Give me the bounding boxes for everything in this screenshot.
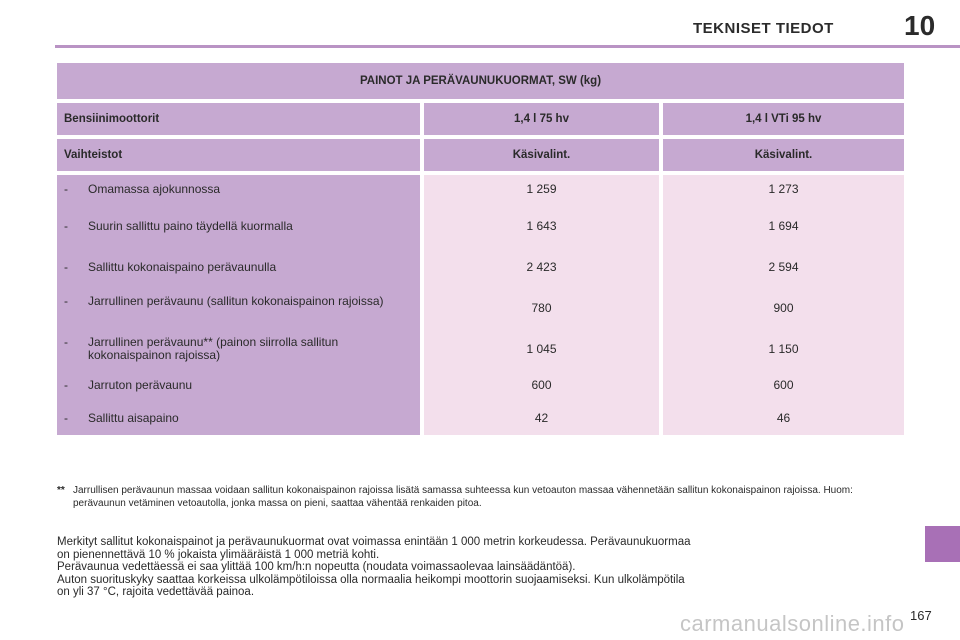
table-row-label: - Sallittu kokonaispaino perävaunulla [64, 260, 277, 274]
table-row-label: - Jarrullinen perävaunu** (painon siirrolla sallitun kokonaispainon rajoissa) [64, 335, 339, 362]
footnote-mark: ** [57, 485, 65, 496]
table-cell: 1 643 [526, 219, 557, 233]
weights-table [57, 63, 904, 435]
paragraph-line: on pienennettävä 10 % jokaista ylimääräistä 1 000 metriä kohti. [57, 548, 380, 561]
table-cell: 42 [534, 411, 549, 425]
chapter-number: 10 [904, 10, 936, 41]
notes-paragraph [57, 536, 907, 599]
chapter-tab-marker [925, 526, 960, 562]
engine-col-2: 1,4 l VTi 95 hv [663, 103, 904, 135]
watermark: carmanualsonline.info [680, 611, 905, 636]
values-column-1 [424, 175, 659, 435]
table-cell: 1 150 [768, 342, 799, 356]
footnote-text: Jarrullisen perävaunun massaa voidaan sallitun kokonaispainon rajoissa lisätä samassa suhteessa kun vetoauton massaa vähennetään sallitun kokonaispainon rajoissa. Huom: perävaunun vetäminen vetoautolla, jonka massa on pieni, saattaa vähentää renkaiden pitoa. [73, 485, 853, 509]
table-row-label: - Jarruton perävaunu [64, 378, 193, 392]
chapter-title: TEKNISET TIEDOT [693, 20, 834, 37]
table-cell: 1 273 [768, 182, 799, 196]
table-cell: 600 [531, 378, 552, 392]
gearbox-row-label: Vaihteistot [57, 139, 420, 171]
table-row-label: - Suurin sallittu paino täydellä kuormalla [64, 219, 293, 233]
paragraph-line: Perävaunua vedettäessä ei saa ylittää 100 km/h:n nopeutta (noudata voimassaolevaa lainsäädäntöä). [57, 561, 576, 573]
page-number: 167 [910, 608, 932, 623]
engine-row [57, 103, 904, 135]
paragraph-line: on yli 37 °C, rajoita vedettävää painoa. [57, 586, 255, 598]
gearbox-col-1: Käsivalint. [424, 139, 659, 171]
paragraph-line: Merkityt sallitut kokonaispainot ja perävaunukuormat ovat voimassa enintään 1 000 metrin korkeudessa. Perävaunukuormaa [57, 536, 691, 548]
row-labels-column [57, 175, 420, 435]
gearbox-col-2: Käsivalint. [663, 139, 904, 171]
footnote [57, 484, 907, 510]
table-body [57, 175, 904, 435]
table-cell: 2 594 [768, 260, 799, 274]
table-cell: 1 045 [526, 342, 557, 356]
values-column-2 [663, 175, 904, 435]
table-row-label: - Sallittu aisapaino [64, 411, 179, 425]
table-row-label: - Jarrullinen perävaunu (sallitun kokonaispainon rajoissa) [64, 294, 384, 308]
table-row-label: - Omamassa ajokunnossa [64, 182, 221, 196]
table-cell: 1 694 [768, 219, 799, 233]
table-cell: 900 [773, 301, 794, 315]
gearbox-row [57, 139, 904, 171]
table-title: PAINOT JA PERÄVAUNUKUORMAT, SW (kg) [57, 63, 904, 99]
header-divider [55, 45, 960, 48]
table-cell: 600 [773, 378, 794, 392]
engine-col-1: 1,4 l 75 hv [424, 103, 659, 135]
paragraph-line: Auton suorituskyky saattaa korkeissa ulkolämpötiloissa olla normaalia heikompi moottorin suojaamiseksi. Kun ulkolämpötila [57, 573, 685, 586]
table-cell: 46 [776, 411, 791, 425]
engine-row-label: Bensiinimoottorit [57, 103, 420, 135]
table-cell: 1 259 [526, 182, 557, 196]
table-cell: 2 423 [526, 260, 557, 274]
table-cell: 780 [531, 301, 552, 315]
